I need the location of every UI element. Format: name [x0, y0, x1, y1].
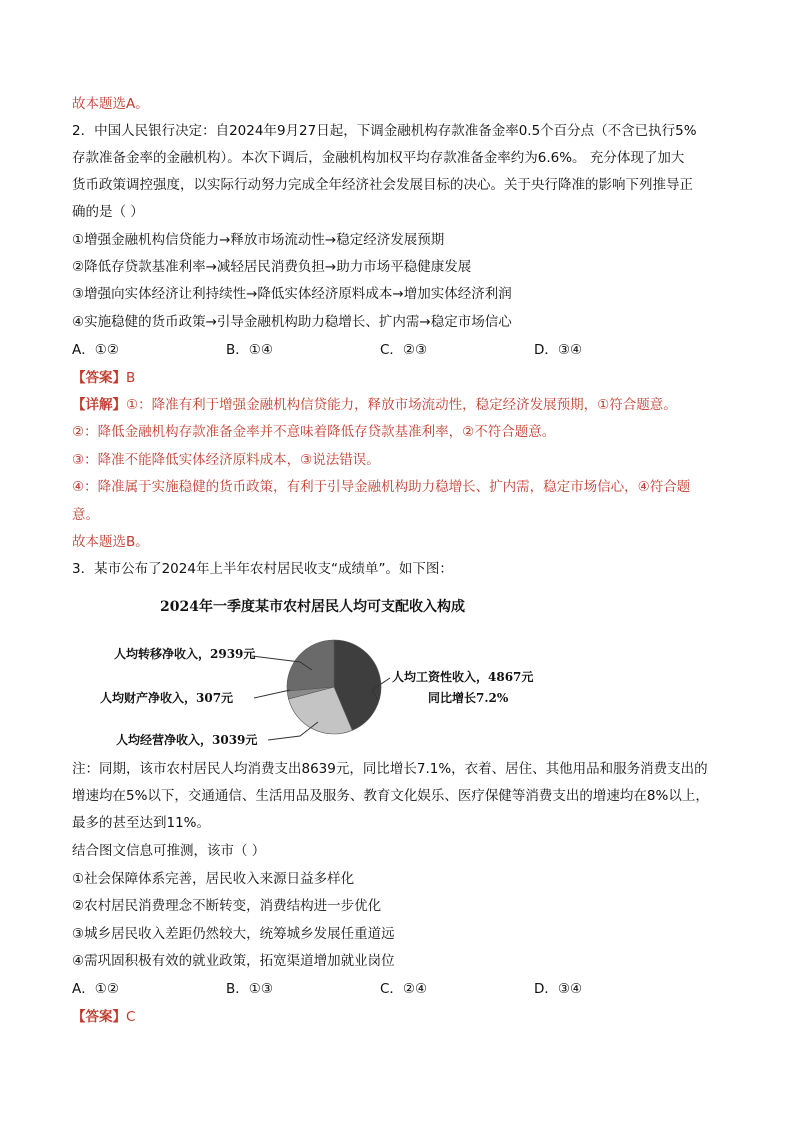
pie-slice-transfer: [287, 640, 334, 691]
q1-conclusion: 故本题选A。: [72, 96, 149, 112]
q2-stem-line: 存款准备金率的金融机构）。本次下调后，金融机构加权平均存款准备金率约为6.6%。 充分体现了加大: [72, 150, 685, 166]
q2-detail-line: ②：降低金融机构存款准备金率并不意味着降低存贷款基准利率，②不符合题意。: [72, 424, 556, 440]
q3-item: ①社会保障体系完善，居民收入来源日益多样化: [72, 871, 355, 887]
leader-property: [254, 690, 290, 698]
q3-item: ③城乡居民收入差距仍然较大，统筹城乡发展任重道远: [72, 926, 395, 942]
label-property-income: 人均财产净收入，307元: [100, 691, 234, 705]
q3-ask: 结合图文信息可推测，该市（ ）: [72, 843, 266, 859]
answer-tag: 【答案】: [72, 370, 126, 386]
q3-option-a: A．①②: [72, 981, 119, 997]
q2-detail-line: ③：降准不能降低实体经济原料成本，③说法错误。: [72, 452, 380, 468]
q2-stem-line: 货币政策调控强度，以实际行动努力完成全年经济社会发展目标的决心。关于央行降准的影响下列推导正: [72, 177, 693, 193]
q3-note-line: 最多的甚至达到11%。: [72, 815, 211, 831]
label-transfer-income: 人均转移净收入，2939元: [114, 647, 256, 661]
q2-option-a: A．①②: [72, 342, 119, 358]
q2-conclusion: 故本题选B。: [72, 534, 149, 550]
q3-note-line: 增速均在5%以下，交通通信、生活用品及服务、教育文化娱乐、医疗保健等消费支出的增速均在8%以上，: [72, 788, 709, 804]
label-growth: 同比增长7.2%: [428, 691, 509, 705]
q2-detail-line: ④：降准属于实施稳健的货币政策，有利于引导金融机构助力稳增长、扩内需，稳定市场信心，④符合题: [72, 479, 691, 495]
q2-item: ②降低存贷款基准利率→减轻居民消费负担→助力市场平稳健康发展: [72, 259, 472, 275]
label-business-income: 人均经营净收入，3039元: [116, 733, 258, 747]
detail-text: ①：降准有利于增强金融机构信贷能力，释放市场流动性，稳定经济发展预期，①符合题意。: [126, 397, 677, 413]
chart-title: 2024年一季度某市农村居民人均可支配收入构成: [160, 599, 465, 615]
label-wage-income: 人均工资性收入，4867元: [392, 670, 534, 684]
q2-item: ①增强金融机构信贷能力→释放市场流动性→稳定经济发展预期: [72, 232, 445, 248]
q2-stem-line: 确的是（ ）: [72, 204, 144, 220]
q2-item: ③增强向实体经济让利持续性→降低实体经济原料成本→增加实体经济利润: [72, 286, 512, 302]
q3-item: ④需巩固积极有效的就业政策，拓宽渠道增加就业岗位: [72, 953, 395, 969]
q3-answer: [72, 1007, 135, 1027]
q2-option-d: D．③④: [534, 342, 583, 358]
q2-option-b: B．①④: [226, 342, 273, 358]
detail-tag: 【详解】: [72, 397, 126, 413]
q3-item: ②农村居民消费理念不断转变，消费结构进一步优化: [72, 898, 382, 914]
q3-option-d: D．③④: [534, 981, 583, 997]
q2-option-c: C．②③: [380, 342, 428, 358]
q2-detail-line: 意。: [72, 507, 99, 523]
q3-note-line: 注：同期，该市农村居民人均消费支出8639元，同比增长7.1%，衣着、居住、其他用品和服务消费支出的: [72, 761, 708, 777]
q2-item: ④实施稳健的货币政策→引导金融机构助力稳增长、扩内需→稳定市场信心: [72, 314, 512, 330]
q3-option-b: B．①③: [226, 981, 273, 997]
answer-value: C: [126, 1009, 136, 1025]
answer-tag: 【答案】: [72, 1009, 126, 1025]
q3-stem: 3．某市公布了2024年上半年农村居民收支“成绩单”。如下图：: [72, 561, 453, 577]
q3-option-c: C．②④: [380, 981, 428, 997]
answer-value: B: [126, 370, 136, 386]
q2-stem-line: 2．中国人民银行决定：自2024年9月27日起，下调金融机构存款准备金率0.5个百分点（不含已执行5%: [72, 123, 697, 139]
